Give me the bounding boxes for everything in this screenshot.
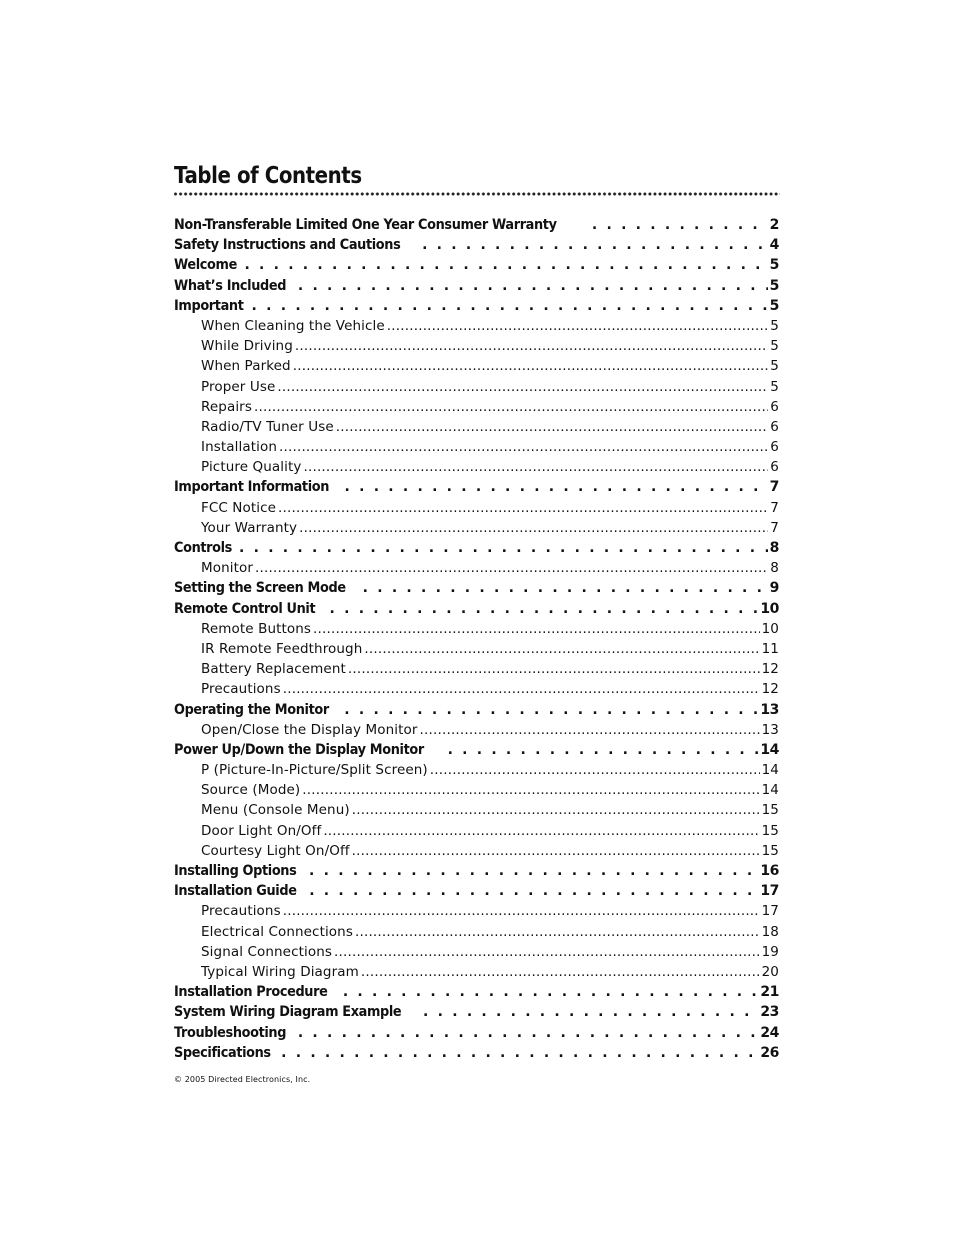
toc-entry-page-number: 5 <box>770 378 779 395</box>
toc-subsection-entry[interactable] <box>174 802 779 822</box>
toc-subsection-entry[interactable] <box>174 358 779 378</box>
toc-entry-label: Installation Guide <box>174 883 297 900</box>
toc-entry-page-number: 14 <box>761 782 779 799</box>
dot-leader <box>592 217 768 233</box>
toc-entry-page-number: 8 <box>770 560 779 577</box>
toc-section-entry[interactable] <box>174 863 779 883</box>
toc-entry-page-number: 24 <box>760 1024 779 1041</box>
toc-entry-page-number: 17 <box>760 883 779 900</box>
dot-leader <box>344 702 758 718</box>
toc-entry-label: System Wiring Diagram Example <box>174 1004 402 1021</box>
toc-subsection-entry[interactable] <box>174 944 779 964</box>
dot-leader <box>283 681 760 697</box>
toc-entry-page-number: 14 <box>760 741 779 758</box>
toc-entry-label: IR Remote Feedthrough <box>201 640 363 657</box>
toc-subsection-entry[interactable] <box>174 641 779 661</box>
toc-entry-page-number: 15 <box>761 842 779 859</box>
toc-subsection-entry[interactable] <box>174 903 779 923</box>
toc-entry-page-number: 5 <box>770 358 779 375</box>
toc-entry-label: Courtesy Light On/Off <box>201 842 350 859</box>
dot-leader <box>345 479 768 495</box>
toc-section-entry[interactable] <box>174 237 779 257</box>
table-of-contents <box>174 217 779 1065</box>
toc-entry-label: Safety Instructions and Cautions <box>174 237 401 254</box>
toc-entry-page-number: 5 <box>769 297 779 314</box>
toc-section-entry[interactable] <box>174 540 779 560</box>
toc-section-entry[interactable] <box>174 742 779 762</box>
toc-entry-page-number: 16 <box>760 863 779 879</box>
toc-entry-label: When Parked <box>201 358 291 375</box>
toc-entry-page-number: 18 <box>761 923 779 940</box>
toc-entry-page-number: 21 <box>760 984 779 1001</box>
toc-entry-label: Menu (Console Menu) <box>201 802 350 819</box>
dot-leader <box>299 520 768 536</box>
dot-leader <box>313 621 760 637</box>
toc-entry-label: Precautions <box>201 903 281 920</box>
toc-entry-page-number: 13 <box>761 721 779 738</box>
dot-leader <box>420 722 760 738</box>
dot-leader <box>298 1025 758 1041</box>
dot-leader <box>254 399 768 415</box>
toc-subsection-entry[interactable] <box>174 560 779 580</box>
page-title: Table of Contents <box>174 163 362 189</box>
toc-entry-label: Radio/TV Tuner Use <box>201 418 334 435</box>
toc-entry-page-number: 2 <box>769 217 779 233</box>
toc-entry-page-number: 7 <box>769 479 779 496</box>
dot-leader <box>355 924 760 940</box>
toc-entry-page-number: 5 <box>769 257 779 274</box>
toc-entry-page-number: 15 <box>761 802 779 819</box>
toc-entry-page-number: 9 <box>769 580 779 597</box>
toc-entry-label: Installing Options <box>174 863 297 879</box>
title-dotted-rule <box>173 191 780 197</box>
toc-subsection-entry[interactable] <box>174 924 779 944</box>
toc-entry-label: Proper Use <box>201 378 276 395</box>
dot-leader <box>283 903 760 919</box>
dot-leader <box>343 984 759 1000</box>
toc-entry-label: Operating the Monitor <box>174 701 329 718</box>
toc-entry-label: Installation <box>201 439 277 456</box>
dot-leader <box>323 823 759 839</box>
dot-leader <box>255 560 768 576</box>
dot-leader <box>422 237 768 253</box>
dot-leader <box>423 1004 758 1020</box>
toc-entry-label: Precautions <box>201 681 281 698</box>
toc-section-entry[interactable] <box>174 1025 779 1045</box>
toc-section-entry[interactable] <box>174 601 779 621</box>
toc-section-entry[interactable] <box>174 702 779 722</box>
dot-leader <box>330 601 759 617</box>
toc-section-entry[interactable] <box>174 257 779 277</box>
dot-leader <box>363 580 768 596</box>
toc-entry-label: Important Information <box>174 479 330 496</box>
toc-section-entry[interactable] <box>174 278 779 298</box>
dot-leader <box>361 964 760 980</box>
toc-entry-page-number: 6 <box>770 398 779 415</box>
toc-entry-label: Typical Wiring Diagram <box>201 963 359 980</box>
dot-leader <box>303 459 768 475</box>
toc-entry-label: Open/Close the Display Monitor <box>201 721 418 738</box>
toc-entry-label: Source (Mode) <box>201 782 301 799</box>
toc-entry-page-number: 7 <box>770 499 779 516</box>
toc-entry-label: Battery Replacement <box>201 661 346 678</box>
toc-entry-label: Repairs <box>201 398 252 415</box>
toc-entry-label: Non-Transferable Limited One Year Consumer Warranty <box>174 217 557 233</box>
toc-entry-page-number: 23 <box>760 1004 779 1021</box>
toc-entry-page-number: 19 <box>761 943 779 960</box>
dot-leader <box>295 338 768 354</box>
toc-subsection-entry[interactable] <box>174 459 779 479</box>
toc-subsection-entry[interactable] <box>174 782 779 802</box>
dot-leader <box>309 863 758 879</box>
toc-section-entry[interactable] <box>174 479 779 499</box>
toc-subsection-entry[interactable] <box>174 681 779 701</box>
toc-entry-label: Power Up/Down the Display Monitor <box>174 741 424 758</box>
toc-entry-label: Setting the Screen Mode <box>174 580 346 597</box>
toc-entry-page-number: 15 <box>761 822 779 839</box>
toc-entry-page-number: 17 <box>761 903 779 920</box>
toc-entry-label: Installation Procedure <box>174 984 328 1001</box>
toc-entry-label: Remote Buttons <box>201 620 312 637</box>
dot-leader <box>281 1045 758 1061</box>
toc-section-entry[interactable] <box>174 1045 779 1065</box>
toc-entry-page-number: 7 <box>770 519 779 536</box>
toc-subsection-entry[interactable] <box>174 823 779 843</box>
toc-entry-page-number: 5 <box>770 338 779 355</box>
toc-subsection-entry[interactable] <box>174 338 779 358</box>
toc-section-entry[interactable] <box>174 984 779 1004</box>
dot-leader <box>298 278 768 294</box>
toc-subsection-entry[interactable] <box>174 762 779 782</box>
toc-entry-page-number: 5 <box>769 277 779 294</box>
dot-leader <box>244 257 767 273</box>
dot-leader <box>239 540 768 556</box>
dot-leader <box>352 802 760 818</box>
toc-entry-label: Important <box>174 297 244 314</box>
dot-leader <box>252 298 768 314</box>
toc-subsection-entry[interactable] <box>174 419 779 439</box>
dot-leader <box>448 742 759 758</box>
toc-entry-page-number: 10 <box>760 600 779 617</box>
toc-entry-label: Monitor <box>201 560 254 577</box>
toc-subsection-entry[interactable] <box>174 722 779 742</box>
toc-entry-label: Welcome <box>174 257 237 274</box>
toc-entry-page-number: 11 <box>761 640 779 657</box>
toc-entry-label: Specifications <box>174 1044 271 1061</box>
toc-entry-label: Signal Connections <box>201 943 332 960</box>
toc-subsection-entry[interactable] <box>174 399 779 419</box>
toc-entry-page-number: 6 <box>770 418 779 435</box>
toc-entry-page-number: 13 <box>760 701 779 718</box>
toc-subsection-entry[interactable] <box>174 843 779 863</box>
toc-subsection-entry[interactable] <box>174 318 779 338</box>
toc-subsection-entry[interactable] <box>174 439 779 459</box>
toc-section-entry[interactable] <box>174 1004 779 1024</box>
toc-subsection-entry[interactable] <box>174 621 779 641</box>
dot-leader <box>278 500 768 516</box>
dot-leader <box>364 641 759 657</box>
dot-leader <box>430 762 760 778</box>
dot-leader <box>334 944 760 960</box>
dot-leader <box>309 883 758 899</box>
toc-entry-page-number: 5 <box>770 317 779 334</box>
toc-entry-label: What’s Included <box>174 277 287 294</box>
toc-section-entry[interactable] <box>174 883 779 903</box>
dot-leader <box>352 843 760 859</box>
toc-entry-page-number: 12 <box>761 661 779 678</box>
toc-entry-label: Picture Quality <box>201 459 302 476</box>
toc-entry-page-number: 26 <box>760 1044 779 1061</box>
dot-leader <box>387 318 769 334</box>
dot-leader <box>279 439 768 455</box>
toc-section-entry[interactable] <box>174 298 779 318</box>
toc-entry-page-number: 6 <box>770 439 779 456</box>
toc-entry-label: While Driving <box>201 338 293 355</box>
toc-section-entry[interactable] <box>174 580 779 600</box>
dot-leader <box>348 661 760 677</box>
toc-entry-label: Troubleshooting <box>174 1024 287 1041</box>
toc-entry-page-number: 20 <box>761 963 779 980</box>
toc-entry-label: Your Warranty <box>201 519 298 536</box>
toc-subsection-entry[interactable] <box>174 379 779 399</box>
toc-entry-page-number: 12 <box>761 681 779 698</box>
toc-subsection-entry[interactable] <box>174 520 779 540</box>
toc-entry-page-number: 8 <box>769 540 779 556</box>
toc-entry-label: When Cleaning the Vehicle <box>201 317 385 334</box>
copyright-notice: © 2005 Directed Electronics, Inc. <box>174 1075 311 1084</box>
toc-entry-label: Controls <box>174 540 232 556</box>
toc-section-entry[interactable] <box>174 217 779 237</box>
toc-entry-label: FCC Notice <box>201 499 277 516</box>
dot-leader <box>336 419 769 435</box>
toc-subsection-entry[interactable] <box>174 964 779 984</box>
toc-entry-page-number: 14 <box>761 762 779 779</box>
toc-subsection-entry[interactable] <box>174 500 779 520</box>
toc-entry-label: Electrical Connections <box>201 923 353 940</box>
dot-leader <box>277 379 768 395</box>
dot-leader <box>302 782 759 798</box>
dot-leader <box>293 358 769 374</box>
toc-subsection-entry[interactable] <box>174 661 779 681</box>
toc-entry-page-number: 10 <box>761 620 779 637</box>
toc-entry-label: Remote Control Unit <box>174 600 316 617</box>
toc-entry-label: Door Light On/Off <box>201 822 322 839</box>
toc-entry-label: P (Picture-In-Picture/Split Screen) <box>201 762 428 779</box>
toc-entry-page-number: 4 <box>769 237 779 254</box>
toc-entry-page-number: 6 <box>770 459 779 476</box>
